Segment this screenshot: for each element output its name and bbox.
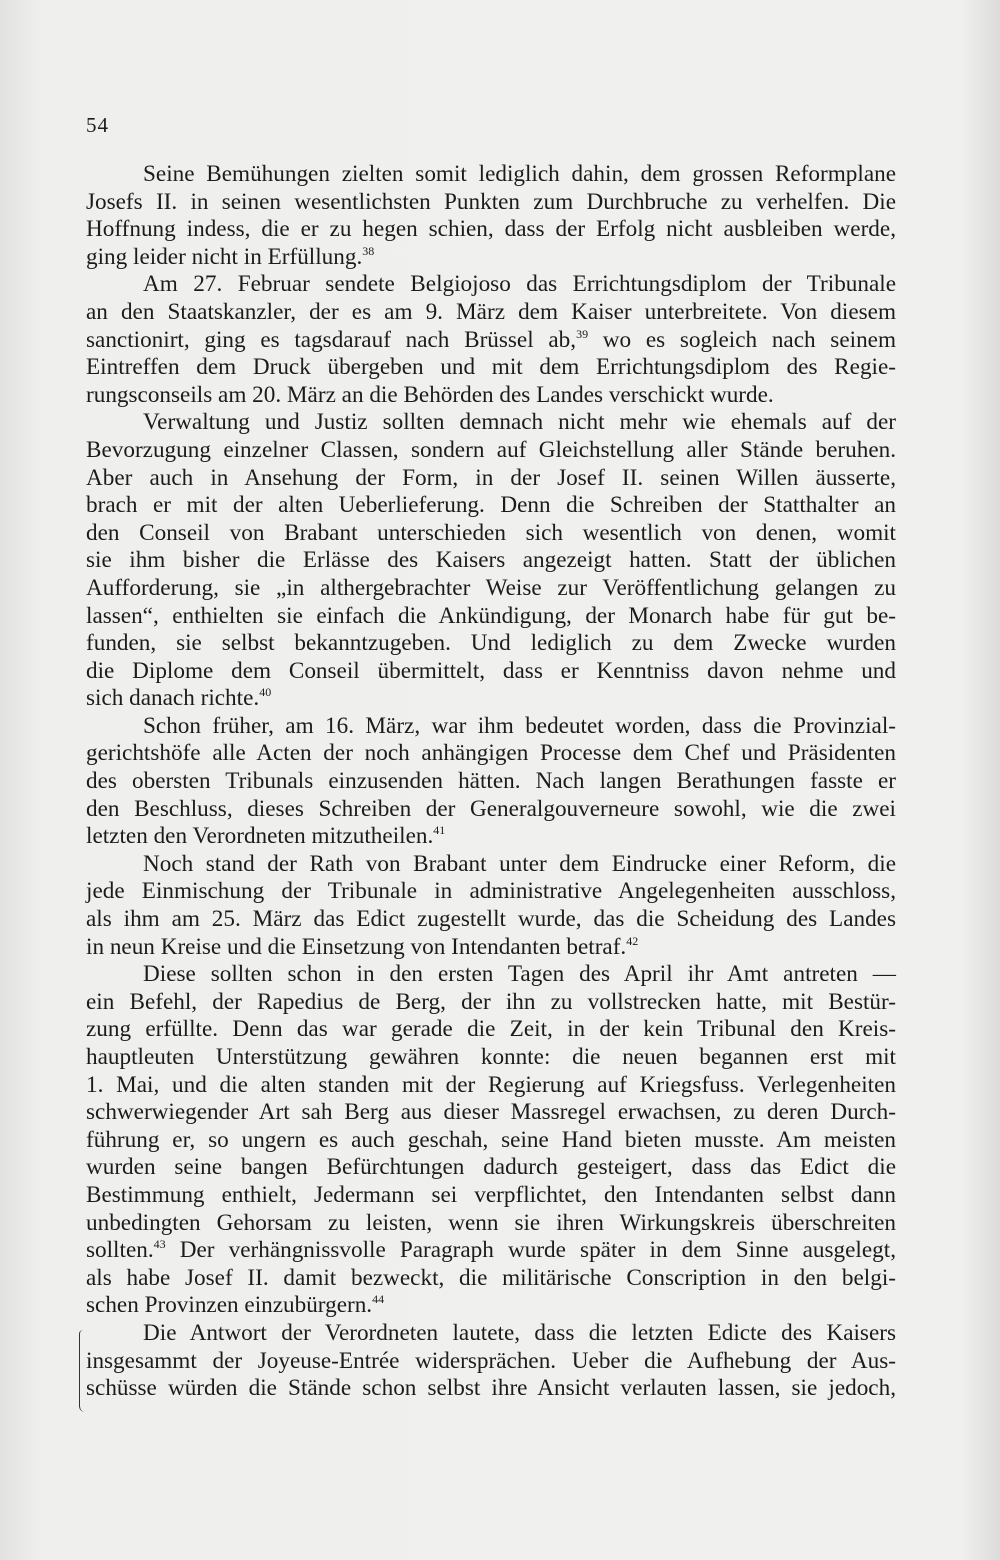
line-text: letzten den Verordneten mitzutheilen.: [86, 823, 434, 850]
text-line: [86, 327, 896, 355]
line-text: Am 27. Februar sendete Belgiojoso das Errichtungsdiplom der Tribunale: [143, 271, 896, 298]
footnote-reference: 40: [259, 685, 272, 700]
text-line: [86, 1265, 896, 1293]
line-text: gerichtshöfe alle Acten der noch anhängigen Processe dem Chef und Präsidenten: [86, 740, 896, 767]
text-line: [86, 189, 896, 217]
text-line: [86, 1292, 896, 1320]
footnote-reference: 44: [372, 1292, 385, 1307]
footnote-reference: 43: [153, 1237, 166, 1252]
line-text: den Beschluss, dieses Schreiben der Generalgouverneure sowohl, wie die zwei: [86, 795, 896, 822]
text-line: [86, 961, 896, 989]
footnote-reference: 38: [362, 243, 375, 258]
text-line: [86, 823, 896, 851]
line-text: ging leider nicht in Erfüllung.: [86, 243, 363, 270]
line-text: zung erfüllte. Denn das war gerade die Zeit, in der kein Tribunal den Kreis-: [86, 1016, 896, 1043]
text-line: [86, 1127, 896, 1155]
line-text: schen Provinzen einzubürgern.: [86, 1292, 373, 1319]
text-line: [86, 658, 896, 686]
text-line: [86, 906, 896, 934]
line-text: Schon früher, am 16. März, war ihm bedeutet worden, dass die Provinzial-: [143, 712, 896, 739]
text-line: [86, 740, 896, 768]
line-text-continued: wo es sogleich nach seinem: [588, 326, 896, 353]
line-text: rungsconseils am 20. März an die Behörden des Landes verschickt wurde.: [86, 381, 774, 408]
line-text: Noch stand der Rath von Brabant unter dem Eindrucke einer Reform, die: [143, 850, 896, 877]
footnote-reference: 42: [626, 933, 639, 948]
text-line: [86, 216, 896, 244]
text-line: [86, 1099, 896, 1127]
line-text: in neun Kreise und die Einsetzung von Intendanten betraf.: [86, 933, 627, 960]
line-text: als habe Josef II. damit bezweckt, die militärische Conscription in den belgi-: [86, 1264, 896, 1291]
line-text: Aber auch in Ansehung der Form, in der Josef II. seinen Willen äusserte,: [86, 464, 896, 491]
text-line: [86, 934, 896, 962]
line-text: ein Befehl, der Rapedius de Berg, der ihn zu vollstrecken hatte, mit Bestür-: [86, 988, 896, 1015]
line-text: Eintreffen dem Druck übergeben und mit dem Errichtungsdiplom des Regie-: [86, 354, 896, 381]
text-line: [86, 520, 896, 548]
line-text: wurden seine bangen Befürchtungen dadurch gesteigert, dass das Edict die: [86, 1154, 896, 1181]
line-text: an den Staatskanzler, der es am 9. März dem Kaiser unterbreitete. Von diesem: [86, 298, 896, 325]
text-line: [86, 575, 896, 603]
line-text: schwerwiegender Art sah Berg aus dieser Massregel erwachsen, zu deren Durch-: [86, 1099, 896, 1126]
line-text: des obersten Tribunals einzusenden hätten. Nach langen Berathungen fasste er: [86, 768, 896, 795]
text-line: [86, 465, 896, 493]
text-line: [86, 1016, 896, 1044]
text-line: [86, 492, 896, 520]
text-line: [86, 437, 896, 465]
line-text: unbedingten Gehorsam zu leisten, wenn sie ihren Wirkungskreis überschreiten: [86, 1209, 896, 1236]
text-line: [86, 1237, 896, 1265]
text-line: [86, 685, 896, 713]
text-line: [86, 603, 896, 631]
text-line: [86, 989, 896, 1017]
line-text: als ihm am 25. März das Edict zugestellt wurde, das die Scheidung des Landes: [86, 906, 896, 933]
line-text: insgesammt der Joyeuse-Entrée widersprächen. Ueber die Aufhebung der Aus-: [86, 1347, 896, 1374]
text-line: [86, 1320, 896, 1348]
line-text: funden, sie selbst bekanntzugeben. Und lediglich zu dem Zwecke wurden: [86, 630, 896, 657]
line-text: Bestimmung enthielt, Jedermann sei verpflichtet, den Intendanten selbst dann: [86, 1181, 896, 1208]
text-line: [86, 713, 896, 741]
text-line: [86, 1182, 896, 1210]
text-line: [86, 1375, 896, 1403]
text-line: [86, 1044, 896, 1072]
text-line: [86, 851, 896, 879]
line-text: Aufforderung, sie „in althergebrachter Weise zur Veröffentlichung gelangen zu: [86, 574, 896, 601]
footnote-reference: 41: [433, 823, 446, 838]
body-text: [86, 161, 896, 1403]
line-text: hauptleuten Unterstützung gewähren konnte: die neuen begannen erst mit: [86, 1044, 896, 1070]
text-line: [86, 796, 896, 824]
line-text: Verwaltung und Justiz sollten demnach nicht mehr wie ehemals auf der: [143, 409, 896, 436]
line-text: Seine Bemühungen zielten somit lediglich dahin, dem grossen Reformplane: [143, 161, 896, 187]
text-line: [86, 409, 896, 437]
line-text: führung er, so ungern es auch geschah, seine Hand bieten musste. Am meisten: [86, 1126, 896, 1153]
page-number: 54: [86, 113, 109, 137]
line-text: die Diplome dem Conseil übermittelt, dass er Kenntniss davon nehme und: [86, 657, 896, 684]
text-line: [86, 1210, 896, 1238]
line-text: Diese sollten schon in den ersten Tagen des April ihr Amt antreten —: [143, 961, 896, 988]
footnote-reference: 39: [576, 326, 589, 341]
text-line: [86, 382, 896, 410]
text-line: [86, 878, 896, 906]
line-text: sie ihm bisher die Erlässe des Kaisers angezeigt hatten. Statt der üblichen: [86, 547, 896, 574]
text-line: [86, 768, 896, 796]
text-line: [86, 1072, 896, 1100]
line-text: brach er mit der alten Ueberlieferung. Denn die Schreiben der Statthalter an: [86, 492, 896, 519]
text-line: [86, 1348, 896, 1376]
text-line: [86, 161, 896, 189]
line-text: lassen“, enthielten sie einfach die Ankündigung, der Monarch habe für gut be-: [86, 602, 896, 629]
text-line: [86, 299, 896, 327]
line-text-continued: Der verhängnissvolle Paragraph wurde später in dem Sinne ausgelegt,: [165, 1237, 896, 1264]
line-text: sanctionirt, ging es tagsdarauf nach Brüssel ab,: [86, 326, 577, 353]
line-text: den Conseil von Brabant unterschieden sich wesentlich von denen, womit: [86, 519, 896, 546]
line-text: sollten.: [86, 1237, 154, 1264]
text-line: [86, 1154, 896, 1182]
text-line: [86, 244, 896, 272]
text-line: [86, 271, 896, 299]
line-text: schüsse würden die Stände schon selbst ihre Ansicht verlauten lassen, sie jedoch,: [86, 1375, 896, 1402]
margin-bracket-mark: [79, 1330, 86, 1412]
line-text: Josefs II. in seinen wesentlichsten Punkten zum Durchbruche zu verhelfen. Die: [86, 188, 896, 215]
text-line: [86, 547, 896, 575]
text-line: [86, 354, 896, 382]
line-text: jede Einmischung der Tribunale in administrative Angelegenheiten ausschloss,: [86, 878, 896, 905]
line-text: Hoffnung indess, die er zu hegen schien, dass der Erfolg nicht ausbleiben werde,: [86, 216, 896, 243]
line-text: Die Antwort der Verordneten lautete, dass die letzten Edicte des Kaisers: [143, 1319, 896, 1346]
line-text: 1. Mai, und die alten standen mit der Regierung auf Kriegsfuss. Verlegenheiten: [86, 1071, 896, 1098]
line-text: sich danach richte.: [86, 685, 260, 712]
line-text: Bevorzugung einzelner Classen, sondern auf Gleichstellung aller Stände beruhen.: [86, 436, 896, 463]
text-line: [86, 630, 896, 658]
